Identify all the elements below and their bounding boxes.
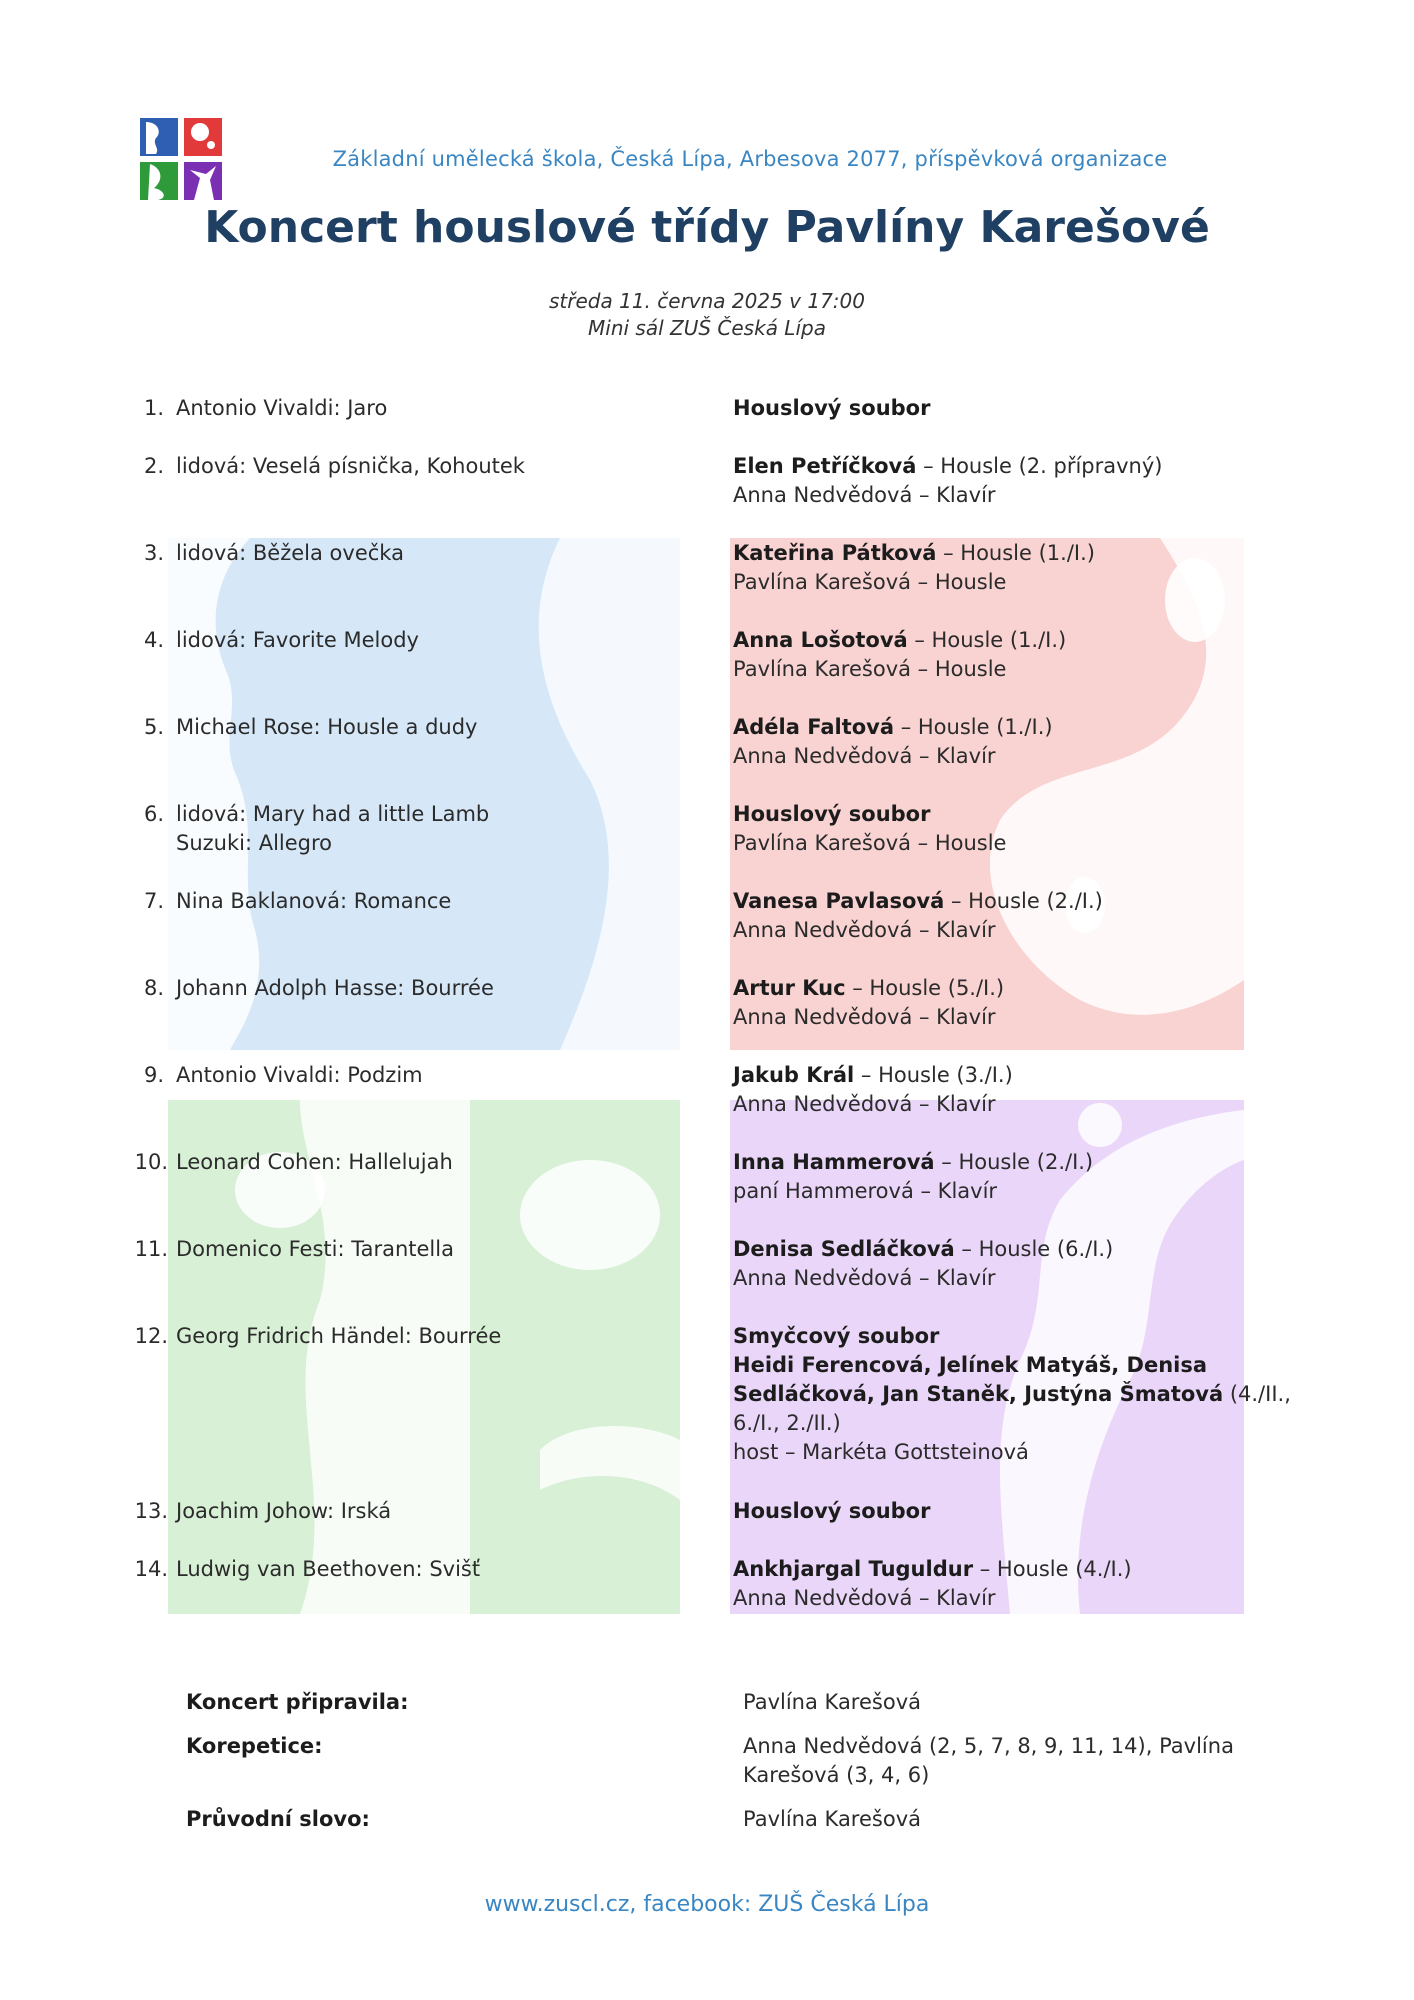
performer-line — [733, 1555, 1293, 1584]
performer-name: Houslový soubor — [733, 802, 931, 826]
program-number: 9. — [143, 1063, 164, 1087]
performer-line — [733, 800, 1293, 829]
footer-links: www.zuscl.cz, facebook: ZUŠ Česká Lípa — [484, 1892, 930, 1917]
performer-name: Heidi Ferencová, Jelínek Matyáš, Denisa — [733, 1353, 1208, 1377]
school-logo — [140, 118, 222, 200]
program-performers — [733, 974, 1293, 1032]
piece-title: Michael Rose: Housle a dudy — [176, 715, 478, 739]
performer-line — [733, 568, 1293, 597]
performer-name: Adéla Faltová — [733, 715, 895, 739]
credit-value — [743, 1688, 1303, 1717]
program-performers — [733, 1061, 1293, 1119]
program-piece — [176, 626, 696, 655]
performer-role: Anna Nedvědová – Klavír — [733, 1005, 996, 1029]
program-performers — [733, 713, 1293, 771]
performer-role: Anna Nedvědová – Klavír — [733, 483, 996, 507]
performer-role: – Housle (1./I.) — [936, 541, 1095, 565]
piece-title: lidová: Mary had a little Lamb — [176, 802, 490, 826]
performer-line — [733, 539, 1293, 568]
performer-name: Ankhjargal Tuguldur — [733, 1557, 974, 1581]
performer-name: Smyčcový soubor — [733, 1324, 940, 1348]
performer-role: – Housle (2. přípravný) — [916, 454, 1163, 478]
performer-line — [733, 481, 1293, 510]
performer-name: Elen Petříčková — [733, 454, 917, 478]
program-piece — [176, 974, 696, 1003]
credit-label: Průvodní slovo: — [186, 1807, 370, 1831]
program-piece — [176, 887, 696, 916]
performer-name: Houslový soubor — [733, 396, 931, 420]
performer-line — [733, 452, 1293, 481]
performer-name: Houslový soubor — [733, 1499, 931, 1523]
program-performers — [733, 1322, 1293, 1467]
piece-title: lidová: Favorite Melody — [176, 628, 419, 652]
credit-value — [743, 1732, 1303, 1790]
piece-title: Ludwig van Beethoven: Svišť — [176, 1557, 481, 1581]
credit-value — [743, 1805, 1303, 1834]
performer-role: Anna Nedvědová – Klavír — [733, 744, 996, 768]
performer-line — [733, 1584, 1293, 1613]
performer-role: Pavlína Karešová – Housle — [733, 570, 1007, 594]
credit-value-line: Pavlína Karešová — [743, 1807, 921, 1831]
performer-role: Anna Nedvědová – Klavír — [733, 1266, 996, 1290]
credit-value-line: Karešová (3, 4, 6) — [743, 1763, 930, 1787]
piece-title: Joachim Johow: Irská — [176, 1499, 392, 1523]
performer-role: host – Markéta Gottsteinová — [733, 1440, 1029, 1464]
program-piece — [176, 539, 696, 568]
concert-venue: Mini sál ZUŠ Česká Lípa — [588, 316, 826, 340]
piece-title: Nina Baklanová: Romance — [176, 889, 452, 913]
piece-title: lidová: Veselá písnička, Kohoutek — [176, 454, 525, 478]
program-number: 7. — [143, 889, 164, 913]
program-performers — [733, 800, 1293, 858]
performer-role: – Housle (1./I.) — [907, 628, 1067, 652]
piece-title: Suzuki: Allegro — [176, 831, 333, 855]
program-piece — [176, 1061, 696, 1090]
program-performers — [733, 1235, 1293, 1293]
program-performers — [733, 1497, 1293, 1526]
performer-name: Artur Kuc — [733, 976, 846, 1000]
performer-line — [733, 626, 1293, 655]
performer-name: Kateřina Pátková — [733, 541, 937, 565]
performer-line — [733, 1235, 1293, 1264]
credit-value-line: Pavlína Karešová — [743, 1690, 921, 1714]
program-performers — [733, 1555, 1293, 1613]
program-piece — [176, 452, 696, 481]
performer-role: (4./II., — [1223, 1382, 1291, 1406]
performer-line — [733, 655, 1293, 684]
performer-name: Denisa Sedláčková — [733, 1237, 955, 1261]
program-number: 11. — [134, 1237, 168, 1261]
performer-name: Vanesa Pavlasová — [733, 889, 945, 913]
program-number: 13. — [134, 1499, 168, 1523]
performer-role: Anna Nedvědová – Klavír — [733, 1092, 996, 1116]
performer-role: – Housle (2./I.) — [934, 1150, 1094, 1174]
performer-line — [733, 1090, 1293, 1119]
performer-line — [733, 713, 1293, 742]
program-number: 12. — [134, 1324, 168, 1348]
performer-line — [733, 1061, 1293, 1090]
concert-date: středa 11. června 2025 v 17:00 — [549, 289, 865, 313]
performer-line — [733, 1177, 1293, 1206]
performer-line — [733, 887, 1293, 916]
program-number: 4. — [143, 628, 164, 652]
program-piece — [176, 1235, 696, 1264]
performer-line — [733, 1497, 1293, 1526]
performer-name: Jakub Král — [733, 1063, 855, 1087]
program-number: 1. — [143, 396, 164, 420]
performer-line — [733, 394, 1293, 423]
program-number: 2. — [143, 454, 164, 478]
performer-line — [733, 974, 1293, 1003]
performer-role: Anna Nedvědová – Klavír — [733, 918, 996, 942]
program-number: 8. — [143, 976, 164, 1000]
performer-line — [733, 1148, 1293, 1177]
performer-line — [733, 1351, 1293, 1380]
performer-name: Inna Hammerová — [733, 1150, 935, 1174]
program-performers — [733, 539, 1293, 597]
performer-line — [733, 829, 1293, 858]
program-number: 5. — [143, 715, 164, 739]
program-number: 3. — [143, 541, 164, 565]
performer-role: Pavlína Karešová – Housle — [733, 831, 1007, 855]
piece-title: Johann Adolph Hasse: Bourrée — [176, 976, 494, 1000]
performer-role: – Housle (1./I.) — [894, 715, 1053, 739]
program-performers — [733, 394, 1293, 423]
performer-role: – Housle (2./I.) — [944, 889, 1103, 913]
performer-line — [733, 1409, 1293, 1438]
program-piece — [176, 394, 696, 423]
piece-title: Leonard Cohen: Hallelujah — [176, 1150, 453, 1174]
credit-value-line: Anna Nedvědová (2, 5, 7, 8, 9, 11, 14), Pavlína — [743, 1734, 1234, 1758]
page-title: Koncert houslové třídy Pavlíny Karešové — [204, 202, 1210, 253]
performer-line — [733, 1438, 1293, 1467]
credit-label: Koncert připravila: — [186, 1690, 409, 1714]
concert-datetime — [0, 288, 1414, 342]
piece-title: Antonio Vivaldi: Jaro — [176, 396, 388, 420]
piece-title: Domenico Festi: Tarantella — [176, 1237, 454, 1261]
performer-line — [733, 1380, 1293, 1409]
program-number: 10. — [134, 1150, 168, 1174]
performer-role: paní Hammerová – Klavír — [733, 1179, 998, 1203]
performer-role: Anna Nedvědová – Klavír — [733, 1586, 996, 1610]
piece-title: lidová: Běžela ovečka — [176, 541, 404, 565]
program-piece — [176, 1497, 696, 1526]
program-performers — [733, 452, 1293, 510]
program-number: 14. — [134, 1557, 168, 1581]
program-piece — [176, 1148, 696, 1177]
performer-line — [733, 1322, 1293, 1351]
performer-role: – Housle (6./I.) — [954, 1237, 1114, 1261]
program-performers — [733, 1148, 1293, 1206]
credit-label: Korepetice: — [186, 1734, 323, 1758]
program-piece — [176, 1555, 696, 1584]
performer-name: Sedláčková, Jan Staněk, Justýna Šmatová — [733, 1382, 1224, 1406]
program-performers — [733, 626, 1293, 684]
piece-title: Antonio Vivaldi: Podzim — [176, 1063, 423, 1087]
performer-line — [733, 742, 1293, 771]
performer-line — [733, 916, 1293, 945]
performer-role: – Housle (5./I.) — [845, 976, 1005, 1000]
program-performers — [733, 887, 1293, 945]
performer-line — [733, 1003, 1293, 1032]
performer-role: 6./I., 2./II.) — [733, 1411, 841, 1435]
program-piece — [176, 1322, 696, 1351]
piece-title: Georg Fridrich Händel: Bourrée — [176, 1324, 502, 1348]
program-number: 6. — [143, 802, 164, 826]
performer-line — [733, 1264, 1293, 1293]
program-piece — [176, 713, 696, 742]
performer-role: – Housle (4./I.) — [973, 1557, 1132, 1581]
program-piece — [176, 800, 696, 858]
performer-role: Pavlína Karešová – Housle — [733, 657, 1007, 681]
performer-role: – Housle (3./I.) — [854, 1063, 1013, 1087]
school-name: Základní umělecká škola, Česká Lípa, Arbesova 2077, příspěvková organizace — [332, 147, 1168, 171]
performer-name: Anna Lošotová — [733, 628, 908, 652]
